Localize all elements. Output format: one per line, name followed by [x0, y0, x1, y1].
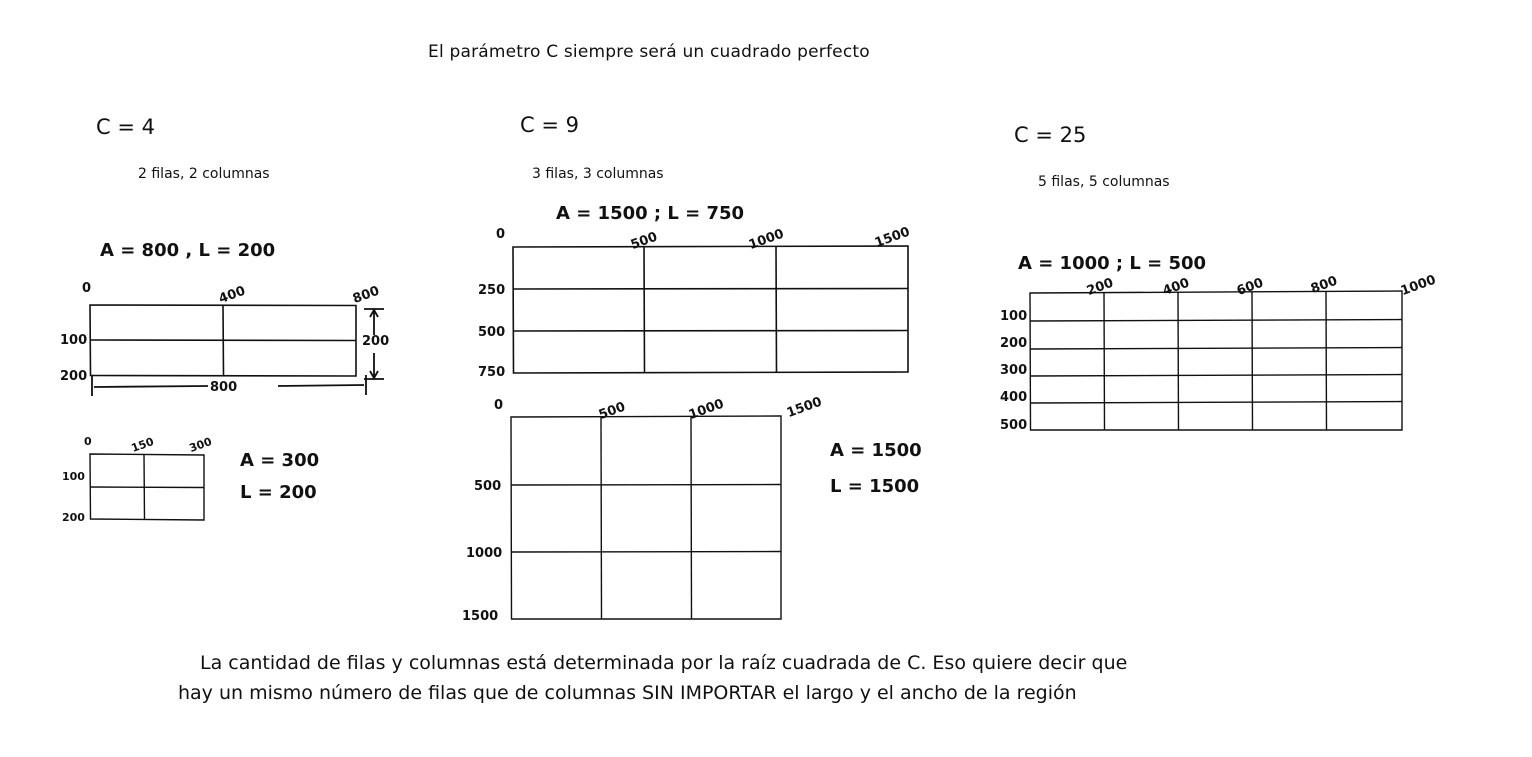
- footer-line-2: hay un mismo número de filas que de columnas SIN IMPORTAR el largo y el ancho de la región: [178, 682, 1077, 704]
- example-2-figure-2-ytick-1: 500: [474, 479, 502, 494]
- example-2-figure-1-xtick-2: 1000: [746, 226, 787, 253]
- example-2-figure-2-xtick-2: 1000: [686, 396, 727, 423]
- example-3-figure-1-xtick-1: 400: [1160, 275, 1192, 299]
- example-1-figure-1-xtick-2: 800: [350, 283, 382, 307]
- example-1-subheading: 2 filas, 2 columnas: [138, 166, 270, 182]
- example-1-figure-2-dims-a: A = 300: [240, 450, 320, 471]
- example-3-figure-1-dims: A = 1000 ; L = 500: [1018, 253, 1207, 274]
- example-2-figure-1-xtick-1: 500: [628, 229, 660, 253]
- example-1-figure-1-dims: A = 800 , L = 200: [100, 240, 276, 261]
- example-3-figure-1-ytick-4: 500: [1000, 418, 1028, 433]
- example-2-figure-2-ytick-3: 1500: [462, 609, 499, 624]
- example-1-heading: C = 4: [96, 115, 155, 139]
- example-1-figure-2-grid: [88, 452, 206, 522]
- example-2-figure-1-xtick-0: 0: [496, 227, 506, 242]
- example-2-figure-2-ytick-2: 1000: [466, 546, 503, 561]
- footer-line-1: La cantidad de filas y columnas está determinada por la raíz cuadrada de C. Eso quiere decir que: [200, 652, 1128, 674]
- example-2-figure-1-xtick-3: 1500: [872, 224, 913, 251]
- example-3-heading: C = 25: [1014, 123, 1087, 147]
- example-2-heading: C = 9: [520, 113, 579, 137]
- example-2-subheading: 3 filas, 3 columnas: [532, 166, 664, 182]
- example-1-figure-1-grid: [88, 303, 358, 378]
- example-1-figure-2-xtick-0: 0: [84, 435, 92, 448]
- example-2-figure-1-grid: [510, 244, 910, 376]
- example-3-figure-1-ytick-1: 200: [1000, 336, 1028, 351]
- example-1-figure-1-xtick-0: 0: [82, 281, 92, 296]
- example-1-figure-2-xtick-1: 150: [129, 434, 156, 455]
- example-1-figure-1-ytick-1: 100: [60, 333, 88, 348]
- example-3-figure-1-ytick-3: 400: [1000, 390, 1028, 405]
- example-2-figure-2-xtick-1: 500: [596, 399, 628, 423]
- example-2-figure-2-dims-a: A = 1500: [830, 440, 922, 461]
- example-2-figure-2-dims-l: L = 1500: [830, 476, 920, 497]
- example-1-figure-2-dims-l: L = 200: [240, 482, 317, 503]
- example-1-height-label: 200: [362, 334, 390, 349]
- example-3-figure-1-grid: [1028, 290, 1404, 434]
- example-3-figure-1-ytick-2: 300: [1000, 363, 1028, 378]
- example-2-figure-1-ytick-3: 750: [478, 365, 506, 380]
- example-2-figure-1-dims: A = 1500 ; L = 750: [556, 203, 745, 224]
- example-3-figure-1-xtick-0: 200: [1084, 275, 1116, 299]
- example-2-figure-2-xtick-3: 1500: [784, 394, 825, 421]
- example-3-figure-1-xtick-3: 800: [1308, 273, 1340, 297]
- example-3-figure-1-xtick-4: 1000: [1398, 272, 1439, 299]
- example-2-figure-1-ytick-1: 250: [478, 283, 506, 298]
- example-1-width-label: 800: [210, 380, 238, 395]
- example-3-subheading: 5 filas, 5 columnas: [1038, 174, 1170, 190]
- example-2-figure-1-ytick-2: 500: [478, 325, 506, 340]
- example-3-figure-1-ytick-0: 100: [1000, 309, 1028, 324]
- example-1-figure-2-ytick-1: 100: [62, 470, 85, 483]
- page-title: El parámetro C siempre será un cuadrado perfecto: [428, 42, 870, 62]
- example-3-figure-1-xtick-2: 600: [1234, 275, 1266, 299]
- example-2-figure-2-xtick-0: 0: [494, 398, 504, 413]
- example-1-figure-2-xtick-2: 300: [187, 434, 214, 455]
- example-1-figure-1-ytick-2: 200: [60, 369, 88, 384]
- example-1-figure-1-xtick-1: 400: [216, 283, 248, 307]
- example-1-figure-2-ytick-2: 200: [62, 511, 85, 524]
- example-2-figure-2-grid: [509, 415, 783, 621]
